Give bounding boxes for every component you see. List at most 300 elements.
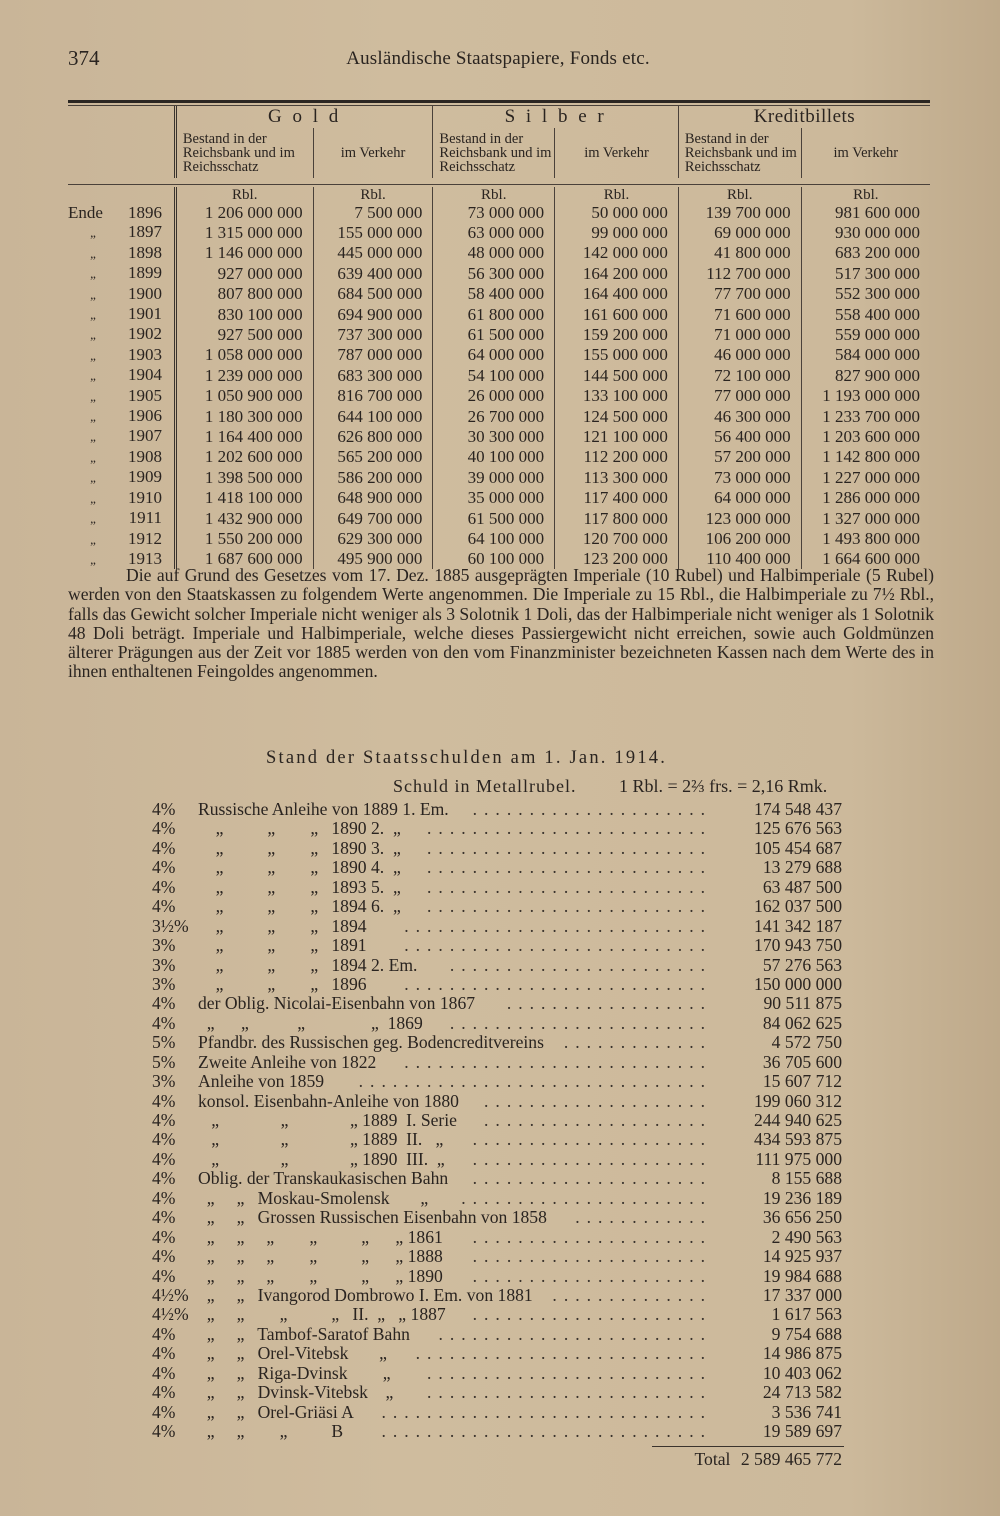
- row-label: „ 1905: [90, 385, 162, 405]
- total-label: Total: [694, 1449, 731, 1469]
- page-header: [68, 46, 928, 76]
- table-cell: 139 700 000: [678, 203, 801, 222]
- table-cell: 1 202 600 000: [175, 447, 313, 467]
- kredit-bestand-header: Bestand in der Reichsbank und im Reichsschatz: [678, 128, 801, 178]
- table-cell: 117 400 000: [555, 488, 679, 508]
- interest-rate: 4%: [152, 857, 176, 878]
- table-cell: 73 000 000: [433, 203, 555, 222]
- list-item: [152, 994, 842, 1013]
- list-item: [152, 917, 842, 936]
- debt-amount: 17 337 000: [762, 1284, 842, 1305]
- table-cell: 1 180 300 000: [175, 406, 313, 426]
- table-cell: 69 000 000: [678, 222, 801, 242]
- leader-dots: ............: [575, 1207, 712, 1228]
- interest-rate: 4%: [152, 1343, 176, 1364]
- table-cell: 41 800 000: [678, 243, 801, 263]
- interest-rate: 4%: [152, 1187, 176, 1208]
- table-cell: 827 900 000: [801, 365, 930, 385]
- leader-dots: .......................: [449, 1012, 712, 1033]
- debt-description: „ „ Orel-Vitebsk „: [198, 1343, 387, 1364]
- interest-rate: 4%: [152, 1246, 176, 1267]
- debt-amount: 84 062 625: [762, 1012, 842, 1033]
- table-cell: 155 000 000: [313, 222, 433, 242]
- debt-amount: 162 037 500: [754, 896, 842, 917]
- row-label: „ 1897: [90, 222, 162, 242]
- debt-amount: 57 276 563: [762, 954, 842, 975]
- interest-rate: 3%: [152, 935, 176, 956]
- silber-verkehr-header: im Verkehr: [555, 128, 679, 178]
- list-item: [152, 1403, 842, 1422]
- table-cell: 737 300 000: [313, 324, 433, 344]
- interest-rate: 4%: [152, 837, 176, 858]
- table-cell: 927 000 000: [175, 263, 313, 283]
- table-cell: 1 550 200 000: [175, 529, 313, 549]
- row-label: „ 1898: [90, 242, 162, 262]
- leader-dots: .............................: [381, 1421, 712, 1441]
- table-cell: 144 500 000: [555, 365, 679, 385]
- interest-rate: 4%: [152, 1421, 176, 1441]
- leader-dots: .....................: [472, 1129, 712, 1150]
- leader-dots: .....................: [472, 1168, 712, 1189]
- debt-description: „ „ „ 1891: [198, 935, 367, 956]
- debt-amount: 14 925 937: [762, 1246, 842, 1267]
- table-cell: 517 300 000: [801, 263, 930, 283]
- table-cell: 46 300 000: [678, 406, 801, 426]
- debt-description: „ „ Tambof-Saratof Bahn: [198, 1323, 410, 1344]
- debt-amount: 8 155 688: [771, 1168, 842, 1189]
- table-row: [68, 263, 930, 283]
- interest-rate: 3%: [152, 973, 176, 994]
- row-label: „ 1911: [90, 508, 162, 528]
- table-cell: 1 227 000 000: [801, 467, 930, 487]
- debt-description: „ „ Orel-Griäsi A: [198, 1401, 354, 1422]
- table-cell: 112 700 000: [678, 263, 801, 283]
- list-item: [152, 956, 842, 975]
- debt-amount: 19 984 688: [762, 1265, 842, 1286]
- list-item: [152, 858, 842, 877]
- table-cell: 164 400 000: [555, 284, 679, 304]
- table-cell: 56 300 000: [433, 263, 555, 283]
- table-cell: 649 700 000: [313, 508, 433, 528]
- table-row: [68, 508, 930, 528]
- table-cell: 26 700 000: [433, 406, 555, 426]
- debt-amount: 125 676 563: [754, 818, 842, 839]
- table-cell: 445 000 000: [313, 243, 433, 263]
- table-cell: 58 400 000: [433, 284, 555, 304]
- table-cell: 110 400 000: [678, 549, 801, 569]
- debt-description: „ „ Dvinsk-Vitebsk „: [198, 1382, 394, 1403]
- list-item: [152, 839, 842, 858]
- leader-dots: .......................: [449, 954, 712, 975]
- table-cell: 77 700 000: [678, 284, 801, 304]
- leader-dots: ..........................: [415, 1343, 712, 1364]
- table-cell: 99 000 000: [555, 222, 679, 242]
- debt-description: „ „ „ 1890 2. „: [198, 818, 401, 839]
- unit-label: Rbl.: [801, 187, 930, 203]
- table-cell: 64 000 000: [678, 488, 801, 508]
- interest-rate: 4%: [152, 1090, 176, 1111]
- row-label: „ 1900: [90, 283, 162, 303]
- leader-dots: .............................: [381, 1401, 712, 1422]
- row-label: „ 1903: [90, 344, 162, 364]
- list-item: [152, 897, 842, 916]
- list-item: [152, 1053, 842, 1072]
- table-cell: 639 400 000: [313, 263, 433, 283]
- table-cell: 1 315 000 000: [175, 222, 313, 242]
- debt-description: Oblig. der Transkaukasischen Bahn: [198, 1168, 449, 1189]
- debt-amount: 9 754 688: [771, 1323, 842, 1344]
- table-cell: 1 239 000 000: [175, 365, 313, 385]
- leader-dots: ..............: [552, 1284, 712, 1305]
- table-cell: 1 206 000 000: [175, 203, 313, 222]
- list-item: [152, 1033, 842, 1052]
- table-row: [68, 406, 930, 426]
- table-row: [68, 203, 930, 222]
- reserves-table: [68, 100, 930, 569]
- debt-description: konsol. Eisenbahn-Anleihe von 1880: [198, 1090, 459, 1111]
- table-cell: 694 900 000: [313, 304, 433, 324]
- list-item: [152, 1228, 842, 1247]
- table-cell: 61 500 000: [433, 324, 555, 344]
- debt-description: „ „ „ 1890 III. „: [198, 1148, 445, 1169]
- interest-rate: 4%: [152, 1265, 176, 1286]
- table-cell: 1 164 400 000: [175, 426, 313, 446]
- table-cell: 46 000 000: [678, 345, 801, 365]
- unit-label: Rbl.: [175, 187, 313, 203]
- leader-dots: .....................: [472, 1148, 712, 1169]
- debt-description: „ „ „ „ II. „ „ 1887: [198, 1304, 446, 1325]
- debt-amount: 150 000 000: [754, 973, 842, 994]
- debts-list: [152, 800, 842, 1441]
- table-cell: 1 493 800 000: [801, 529, 930, 549]
- table-cell: 565 200 000: [313, 447, 433, 467]
- table-cell: 807 800 000: [175, 284, 313, 304]
- leader-dots: ..................: [506, 993, 712, 1014]
- table-cell: 981 600 000: [801, 203, 930, 222]
- table-cell: 120 700 000: [555, 529, 679, 549]
- note-paragraph: Die auf Grund des Gesetzes vom 17. Dez. 1885 ausgeprägten Imperiale (10 Rubel) und Halbimperiale (5 Rubel) werden von den Staatskassen zu folgendem Werte angenommen. Die Imperiale zu 15 Rbl., die Halbimperiale zu 7½ Rbl., falls das Gewicht solcher Imperiale nicht weniger als 3 Solotnik 1 Doli, das der Halbimperiale nicht weniger als 1 Solotnik 48 Doli beträgt. Imperiale und Halbimperiale, welche dieses Passiergewicht nicht erreichen, sowie auch Goldmünzen älterer Prägungen aus der Zeit vor 1885 werden von den vom Finanzminister bezeichneten Kassen nach dem Werte des in ihnen enthaltenen Feingoldes angenommen.: [68, 565, 934, 682]
- leader-dots: ...........................: [404, 973, 712, 994]
- interest-rate: 4%: [152, 1207, 176, 1228]
- leader-dots: ....................: [484, 1090, 712, 1111]
- list-item: [152, 1344, 842, 1363]
- debts-title: Stand der Staatsschulden am 1. Jan. 1914.: [266, 748, 668, 768]
- interest-rate: 4½%: [152, 1284, 189, 1305]
- debt-description: „ „ Ivangorod Dombrowo I. Em. von 1881: [198, 1284, 533, 1305]
- debt-description: „ „ „ 1894 2. Em.: [198, 954, 418, 975]
- top-rule: [68, 100, 930, 103]
- interest-rate: 4%: [152, 896, 176, 917]
- interest-rate: 4%: [152, 1110, 176, 1130]
- interest-rate: 4%: [152, 1129, 176, 1150]
- leader-dots: ......................: [461, 1187, 712, 1208]
- leader-dots: ...........................: [404, 915, 712, 936]
- table-row: [68, 345, 930, 365]
- table-row: [68, 447, 930, 467]
- table-cell: 35 000 000: [433, 488, 555, 508]
- debt-amount: 170 943 750: [754, 935, 842, 956]
- gold-bestand-header: Bestand in der Reichsbank und im Reichsschatz: [175, 128, 313, 178]
- table-cell: 1 327 000 000: [801, 508, 930, 528]
- debt-description: Zweite Anleihe von 1822: [198, 1051, 377, 1072]
- interest-rate: 4½%: [152, 1304, 189, 1325]
- interest-rate: 4%: [152, 993, 176, 1014]
- interest-rate: 5%: [152, 1032, 176, 1053]
- debt-description: „ „ „ „ „ „ 1861: [198, 1226, 443, 1247]
- debt-amount: 24 713 582: [762, 1382, 842, 1403]
- debt-description: der Oblig. Nicolai-Eisenbahn von 1867: [198, 993, 476, 1014]
- table-row: [68, 529, 930, 549]
- table-row: [68, 222, 930, 242]
- debt-amount: 19 589 697: [762, 1421, 842, 1441]
- interest-rate: 3%: [152, 954, 176, 975]
- interest-rate: 4%: [152, 1401, 176, 1422]
- debt-description: Russische Anleihe von 1889 1. Em.: [198, 799, 449, 819]
- list-item: [152, 1111, 842, 1130]
- table-row: [68, 426, 930, 446]
- debt-amount: 36 656 250: [762, 1207, 842, 1228]
- list-item: [152, 1305, 842, 1324]
- list-item: [152, 819, 842, 838]
- table-cell: 61 500 000: [433, 508, 555, 528]
- table-cell: 39 000 000: [433, 467, 555, 487]
- table-cell: 113 300 000: [555, 467, 679, 487]
- table-cell: 56 400 000: [678, 426, 801, 446]
- row-label-header: [68, 106, 175, 178]
- debt-description: „ „ „ 1894 6. „: [198, 896, 401, 917]
- table-cell: 683 300 000: [313, 365, 433, 385]
- table-cell: 63 000 000: [433, 222, 555, 242]
- debt-amount: 19 236 189: [762, 1187, 842, 1208]
- list-item: [152, 1072, 842, 1091]
- list-item: [152, 975, 842, 994]
- table-cell: 142 000 000: [555, 243, 679, 263]
- row-label: „ 1907: [90, 426, 162, 446]
- interest-rate: 4%: [152, 1226, 176, 1247]
- interest-rate: 4%: [152, 818, 176, 839]
- table-cell: 552 300 000: [801, 284, 930, 304]
- leader-dots: ........................: [438, 1323, 712, 1344]
- table-cell: 161 600 000: [555, 304, 679, 324]
- table-cell: 164 200 000: [555, 263, 679, 283]
- list-item: [152, 800, 842, 819]
- table-row: [68, 243, 930, 263]
- debt-description: „ „ „ „ „ „ 1890: [198, 1265, 443, 1286]
- list-item: [152, 1092, 842, 1111]
- debt-amount: 90 511 875: [763, 993, 842, 1014]
- table-cell: 683 200 000: [801, 243, 930, 263]
- list-item: [152, 1130, 842, 1149]
- table-cell: 117 800 000: [555, 508, 679, 528]
- table-cell: 586 200 000: [313, 467, 433, 487]
- table-cell: 121 100 000: [555, 426, 679, 446]
- table-cell: 133 100 000: [555, 386, 679, 406]
- debt-amount: 105 454 687: [754, 837, 842, 858]
- table-cell: 71 000 000: [678, 324, 801, 344]
- table-cell: 1 058 000 000: [175, 345, 313, 365]
- table-cell: 1 193 000 000: [801, 386, 930, 406]
- leader-dots: .........................: [427, 876, 712, 897]
- leader-dots: ...........................: [404, 1051, 712, 1072]
- table-cell: 112 200 000: [555, 447, 679, 467]
- debt-amount: 3 536 741: [771, 1401, 842, 1422]
- table-cell: 1 687 600 000: [175, 549, 313, 569]
- table-cell: 1 664 600 000: [801, 549, 930, 569]
- row-label: „ 1908: [90, 446, 162, 466]
- kredit-verkehr-header: im Verkehr: [801, 128, 930, 178]
- table-row: [68, 467, 930, 487]
- table-cell: 124 500 000: [555, 406, 679, 426]
- table-cell: 1 146 000 000: [175, 243, 313, 263]
- interest-rate: 4%: [152, 1012, 176, 1033]
- row-label: Ende 1896: [68, 203, 162, 222]
- leader-dots: .........................: [427, 1382, 712, 1403]
- group-silber: S i l b e r: [433, 106, 678, 128]
- table-cell: 1 432 900 000: [175, 508, 313, 528]
- debt-amount: 63 487 500: [762, 876, 842, 897]
- table-cell: 64 100 000: [433, 529, 555, 549]
- debt-description: „ „ Riga-Dvinsk „: [198, 1362, 391, 1383]
- debt-amount: 13 279 688: [762, 857, 842, 878]
- debt-description: „ „ „ „ 1869: [198, 1012, 423, 1033]
- table-cell: 159 200 000: [555, 324, 679, 344]
- table-row: [68, 386, 930, 406]
- interest-rate: 4%: [152, 1382, 176, 1403]
- debt-description: Pfandbr. des Russischen geg. Bodencreditvereins: [198, 1032, 544, 1053]
- debt-description: „ „ Moskau-Smolensk „: [198, 1187, 429, 1208]
- table-row: [68, 488, 930, 508]
- debt-description: „ „ „ 1893 5. „: [198, 876, 401, 897]
- list-item: [152, 1014, 842, 1033]
- table-cell: 1 398 500 000: [175, 467, 313, 487]
- list-item: [152, 1189, 842, 1208]
- table-row: [68, 365, 930, 385]
- page-number: 374: [68, 46, 100, 70]
- table-cell: 57 200 000: [678, 447, 801, 467]
- table-cell: 71 600 000: [678, 304, 801, 324]
- table-cell: 26 000 000: [433, 386, 555, 406]
- leader-dots: .........................: [427, 896, 712, 917]
- table-cell: 787 000 000: [313, 345, 433, 365]
- group-gold: G o l d: [175, 106, 433, 128]
- table-cell: 495 900 000: [313, 549, 433, 569]
- table-cell: 30 300 000: [433, 426, 555, 446]
- unit-label: Rbl.: [433, 187, 555, 203]
- table-cell: 64 000 000: [433, 345, 555, 365]
- list-item: [152, 1422, 842, 1441]
- debt-amount: 174 548 437: [754, 799, 842, 819]
- table-cell: 1 203 600 000: [801, 426, 930, 446]
- debt-amount: 36 705 600: [762, 1051, 842, 1072]
- debt-amount: 199 060 312: [754, 1090, 842, 1111]
- leader-dots: .........................: [427, 837, 712, 858]
- total-rule: [652, 1446, 844, 1447]
- reserves-body: [68, 203, 930, 569]
- leader-dots: ...........................: [404, 935, 712, 956]
- table-cell: 644 100 000: [313, 406, 433, 426]
- leader-dots: .....................: [472, 1226, 712, 1247]
- debt-amount: 434 593 875: [754, 1129, 842, 1150]
- debt-description: „ „ „ B: [198, 1421, 344, 1441]
- table-cell: 77 000 000: [678, 386, 801, 406]
- debt-amount: 15 607 712: [762, 1071, 842, 1092]
- interest-rate: 4%: [152, 799, 176, 819]
- list-item: [152, 1169, 842, 1188]
- table-cell: 927 500 000: [175, 324, 313, 344]
- list-item: [152, 878, 842, 897]
- table-cell: 684 500 000: [313, 284, 433, 304]
- debt-description: „ „ „ 1896: [198, 973, 367, 994]
- interest-rate: 4%: [152, 1148, 176, 1169]
- table-cell: 155 000 000: [555, 345, 679, 365]
- table-cell: 61 800 000: [433, 304, 555, 324]
- table-cell: 830 100 000: [175, 304, 313, 324]
- interest-rate: 3%: [152, 1071, 176, 1092]
- interest-rate: 4%: [152, 1168, 176, 1189]
- debt-amount: 141 342 187: [754, 915, 842, 936]
- table-cell: 558 400 000: [801, 304, 930, 324]
- list-item: [152, 936, 842, 955]
- gold-verkehr-header: im Verkehr: [313, 128, 433, 178]
- interest-rate: 4%: [152, 1362, 176, 1383]
- debt-description: „ „ „ 1889 I. Serie: [198, 1110, 457, 1130]
- table-cell: 123 000 000: [678, 508, 801, 528]
- debt-amount: 244 940 625: [754, 1110, 842, 1130]
- row-label: „ 1910: [90, 487, 162, 507]
- debt-amount: 10 403 062: [762, 1362, 842, 1383]
- table-cell: 54 100 000: [433, 365, 555, 385]
- list-item: [152, 1150, 842, 1169]
- row-label: „ 1904: [90, 365, 162, 385]
- table-cell: 1 050 900 000: [175, 386, 313, 406]
- debt-amount: 4 572 750: [771, 1032, 842, 1053]
- table-cell: 816 700 000: [313, 386, 433, 406]
- list-item: [152, 1267, 842, 1286]
- debts-subtitle: [393, 776, 827, 797]
- table-row: [68, 284, 930, 304]
- running-title: Ausländische Staatspapiere, Fonds etc.: [346, 48, 650, 69]
- debt-amount: 111 975 000: [755, 1148, 842, 1169]
- reserves-grid: [68, 106, 930, 569]
- leader-dots: .....................: [472, 1265, 712, 1286]
- table-row: [68, 304, 930, 324]
- row-label: „ 1913: [90, 548, 162, 568]
- interest-rate: 5%: [152, 1051, 176, 1072]
- leader-dots: .....................: [472, 799, 712, 819]
- row-label: „ 1912: [90, 528, 162, 548]
- debt-description: „ „ „ „ „ „ 1888: [198, 1246, 443, 1267]
- table-cell: 1 142 800 000: [801, 447, 930, 467]
- list-item: [152, 1383, 842, 1402]
- leader-dots: ...............................: [358, 1071, 712, 1092]
- table-cell: 60 100 000: [433, 549, 555, 569]
- list-item: [152, 1286, 842, 1305]
- table-cell: 1 418 100 000: [175, 488, 313, 508]
- table-cell: 50 000 000: [555, 203, 679, 222]
- table-cell: 930 000 000: [801, 222, 930, 242]
- table-cell: 106 200 000: [678, 529, 801, 549]
- list-item: [152, 1364, 842, 1383]
- table-cell: 1 286 000 000: [801, 488, 930, 508]
- unit-label: Rbl.: [313, 187, 433, 203]
- silber-bestand-header: Bestand in der Reichsbank und im Reichsschatz: [433, 128, 555, 178]
- leader-dots: .....................: [472, 1304, 712, 1325]
- group-kreditbillets: Kreditbillets: [678, 106, 930, 128]
- list-item: [152, 1247, 842, 1266]
- table-cell: 1 233 700 000: [801, 406, 930, 426]
- row-label: „ 1902: [90, 324, 162, 344]
- debt-description: „ „ „ 1894: [198, 915, 367, 936]
